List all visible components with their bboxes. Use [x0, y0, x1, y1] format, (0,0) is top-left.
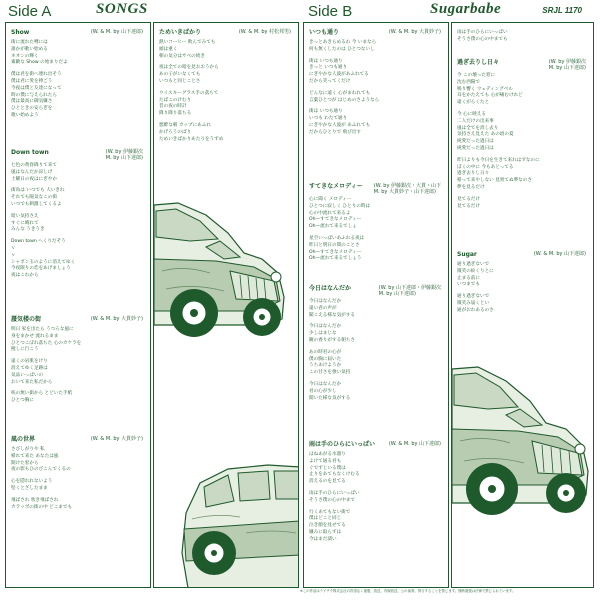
lyric-line: 泣き顔を見せてる — [309, 523, 346, 529]
lyric-line: 聞こえる様な気がする — [309, 312, 355, 318]
song-show — [11, 29, 147, 125]
lyric-stanza — [309, 491, 445, 505]
lyric-line: 誰かが歌い始める — [11, 46, 48, 52]
lyric-line: カラッポの街の中 どこまでも — [11, 504, 73, 510]
lyric-stanza — [309, 236, 445, 263]
song-lyrics — [11, 447, 147, 511]
lyric-line: 気品いっぱいの — [11, 372, 44, 378]
lyric-line: すぐに晴れて — [11, 220, 39, 226]
lyric-line: おいて来た私だから — [11, 379, 53, 385]
credit-line: M. by 山下達郎) — [105, 155, 143, 161]
lyric-line: 開いた様な気がする — [309, 395, 351, 401]
lyric-line: ｖ — [11, 245, 16, 251]
song-title: Sugar — [457, 251, 477, 258]
lyric-stanza — [457, 262, 590, 289]
song-title: Down town — [11, 149, 49, 156]
lyric-line: それでも陽気なこの街 — [11, 195, 57, 201]
lyric-line: 土曜日の夜はにぎやか — [11, 176, 57, 182]
lyric-line: たばこのけむり — [159, 97, 192, 103]
lyric-stanza — [11, 391, 147, 405]
lyric-line: 咲の無い街から とどいた手紙 — [11, 391, 73, 397]
lyric-line: 行くあてもない街で — [309, 509, 351, 515]
lyric-line: 風は全てを消し去り — [457, 125, 499, 131]
lyric-stanza — [11, 447, 147, 474]
lyric-stanza — [11, 40, 147, 67]
song-credit — [549, 59, 586, 71]
side-b-column-1 — [303, 22, 449, 588]
lyric-stanza — [457, 294, 590, 314]
lyric-line: みんな うきうき — [11, 227, 45, 233]
lyric-line: 今日はなんだか — [309, 299, 342, 304]
lyric-line: Oh—流れて来るでしょ — [309, 224, 357, 230]
lyric-line: 素敵な Show の始まりだよ — [11, 60, 68, 66]
song-lyrics — [457, 262, 590, 315]
song-credit — [91, 436, 143, 442]
lyric-stanza — [457, 158, 590, 192]
lyric-line: 心の中流れて来るよ — [309, 210, 351, 216]
lyric-stanza — [11, 479, 147, 493]
lyric-stanza — [309, 91, 445, 105]
lyric-line: ひとつこぼれ落ちた 心のカケラを — [11, 340, 82, 346]
credit-line: (W. by 伊藤銀次 — [105, 149, 143, 155]
lyric-stanza — [309, 324, 445, 344]
lyric-line: Down town へくりだそう — [11, 239, 66, 245]
lyric-line: にぎやかな人波があふれてる — [309, 72, 369, 78]
song-title: 雨は手のひらにいっぱい — [309, 441, 376, 448]
lyric-line: いつも わたて通り — [309, 116, 348, 122]
song-down-town — [11, 149, 147, 285]
lyric-line: だからひとりで 飛び出す — [309, 129, 361, 135]
song-shinkiro-no-machi — [11, 316, 147, 410]
lyric-line: 昨日よりも今日を生きて来れはずなのに — [457, 157, 540, 163]
lyric-line: 帰って来やしない 見果てぬ夢なのさ — [457, 178, 532, 184]
lyric-line: そうさ僕の心の中まで — [309, 497, 355, 503]
lyric-line: 風はなんだか涼しげ — [11, 169, 53, 175]
lyric-line: 夜の影もひのびこんでくるの — [11, 467, 71, 473]
lyric-line: 明日 家を出たら うつろな風に — [11, 327, 74, 332]
lyric-line: 降り降り落ちる — [159, 111, 192, 117]
lyric-stanza — [309, 382, 445, 402]
song-lyrics — [309, 197, 445, 263]
lyric-line: Oh—流れて来るでしょう — [309, 256, 362, 262]
lyric-line: 消えてゆく足跡は — [11, 365, 48, 371]
credit-line: (W. by 伊藤銀次・大貫・山下 — [373, 183, 441, 189]
lyric-stanza — [11, 239, 147, 280]
lyric-line: はねあがる水溜り — [309, 452, 346, 457]
lyric-stanza — [457, 197, 590, 211]
lyric-line: 堅くとざしたまま — [11, 485, 48, 491]
song-sugar — [457, 251, 590, 320]
credit-line: M. by 山下達郎) — [378, 291, 416, 297]
lyric-line: 時の僕に与えられたら — [11, 92, 57, 98]
song-lyrics — [309, 452, 445, 544]
lyric-line: Oh—すてきなメロディー — [309, 249, 362, 255]
lyric-line: 純愛だった過日は — [457, 145, 494, 151]
lyric-line: 見てるだけ — [457, 196, 480, 202]
lyric-line: 星空いっぱいあふれる夜は — [309, 235, 365, 241]
lyric-line: 七色の黄昏降りて来て — [11, 163, 57, 168]
lyric-line: 朝の気分はサベの続き — [159, 53, 205, 59]
lyric-line: 街に流れた噂には — [11, 40, 48, 45]
credit-line: (W. by 伊藤銀次 — [548, 59, 586, 65]
lyric-stanza — [159, 65, 295, 85]
song-credit — [379, 285, 441, 297]
song-credit — [389, 29, 441, 35]
lyric-stanza — [11, 327, 147, 354]
song-lyrics — [159, 40, 295, 143]
song-credit — [534, 251, 586, 257]
lyric-line: 今日はなんだか — [309, 324, 342, 330]
lyric-stanza — [11, 72, 147, 120]
credit-line: (W. & M. by 山下達郎) — [533, 251, 586, 257]
vintage-car-illustration-right — [452, 363, 593, 531]
lyric-line: 通り過ぎないで — [457, 262, 490, 267]
song-credit — [389, 441, 441, 447]
lyric-stanza — [11, 214, 147, 234]
lyric-line: 心に聞く メロディー — [309, 197, 352, 202]
vintage-car-illustration-upper — [154, 201, 298, 343]
lyric-line: 通り過ぎないで — [457, 294, 490, 300]
lyric-line: ひとときの安らぎを — [11, 106, 53, 112]
lyric-line: 君の心が少し — [309, 388, 337, 394]
song-lyrics — [11, 40, 147, 120]
lyric-line: Oh—すてきなメロディー — [309, 217, 362, 223]
lyric-line: 捜しに行こう — [11, 347, 39, 353]
lyric-line: 遠い君の声が — [309, 305, 337, 311]
lyric-line: ためいきばかりあたりをうずめ — [159, 136, 224, 142]
lyric-line: 今夜限りの恋をあげましょう — [11, 266, 71, 272]
song-tameiki-bakari — [159, 29, 295, 148]
song-title: 蜃気楼の街 — [11, 316, 42, 323]
lyric-line: 今日はなんだか — [309, 381, 342, 387]
vintage-car-illustration-lower — [176, 443, 299, 588]
credit-line: M. by 大貫妙子・山下達郎) — [373, 189, 436, 195]
credit-line: (W. & M. by 村松邦男) — [238, 29, 291, 35]
lyric-line: 今夜は僕と友達になって — [11, 85, 62, 91]
lyric-line: きっとあきらめるわ 今 いまなら — [309, 40, 377, 45]
lyric-line: 二人だけの出来事 — [457, 118, 494, 124]
lyric-line: ぼくの中に 今もあとってる — [457, 164, 514, 170]
lyric-line: 街角は いつでも 人いきれ — [11, 188, 65, 194]
lyric-line: 雨は手のひらにいっぱい — [457, 30, 508, 35]
lyric-line: きっと いつも通り — [309, 65, 348, 71]
song-title: いつも通り — [309, 29, 340, 36]
lyric-line: そうさ僕の心の中までも — [457, 36, 508, 42]
lyric-line: 遠くがらくたと — [457, 100, 490, 106]
credit-line: M. by 山下達郎) — [548, 65, 586, 71]
lyric-line: 過ぎ去りし日々 — [457, 171, 490, 177]
song-sugisarishi-hibi — [457, 59, 590, 215]
lyric-line: 今 心に映える — [457, 111, 487, 117]
lyric-line: 身をまかせ 流れるまま — [11, 333, 59, 339]
song-credit — [374, 183, 441, 195]
lyric-line: 嫌みに取らずは — [309, 529, 342, 535]
side-a-label: Side A — [8, 3, 52, 20]
lyric-line: 悪酔な朝 カップにあふれ — [159, 122, 211, 128]
lyric-line: 止りをあてもなくけむる — [309, 472, 360, 478]
lyric-line: 街は いつも通り — [309, 109, 343, 115]
lyric-stanza — [309, 197, 445, 231]
lyric-line: 街は いつも通り — [309, 58, 343, 64]
lyric-line: 鳴り響く ウェディングベル — [457, 86, 513, 92]
song-itsumo-doori — [309, 29, 445, 142]
song-ame-wa-tenohira-ni-ippai — [309, 441, 445, 549]
lyric-line: シャボン玉のように消えてゆく — [11, 259, 76, 265]
song-lyrics — [309, 299, 445, 402]
lyric-stanza — [457, 30, 590, 44]
lyric-line: この甘さを強い気持 — [309, 370, 351, 376]
catalog-number: SRJL 1170 — [542, 6, 582, 15]
side-b-column-2 — [451, 22, 594, 588]
song-title: 風の世界 — [11, 436, 36, 443]
lyric-line: 昔の夜の時計 — [159, 104, 187, 110]
song-title: ためいきばかり — [159, 29, 202, 36]
lyric-line: 歌い始めよう — [11, 112, 39, 118]
side-b-label: Side B — [308, 3, 353, 20]
credit-line: (W. & M. by 大貫妙子) — [90, 436, 143, 442]
song-lyrics — [11, 163, 147, 280]
lyric-line: 心を隠れれないよう — [11, 479, 53, 485]
lyric-line: 何も無くしたのは ひとつないし — [309, 46, 375, 52]
lyric-line: よけて通る君も — [309, 458, 342, 464]
lyric-line: 僕は君を街へ連れ出そう — [11, 72, 62, 78]
lyric-line: 夜は全ての暗を見おおうから — [159, 65, 219, 71]
credit-line: (W. by 山下達郎・伊藤銀次 — [378, 285, 441, 291]
side-a-column-1 — [5, 22, 151, 588]
song-kyou-wa-nandaka — [309, 285, 445, 407]
lyric-line: 今はまだ濡い — [309, 536, 337, 542]
lyric-line: 飛ばされ 吹き飛ばされ — [11, 497, 59, 503]
lyric-stanza — [159, 91, 295, 118]
lyric-line: にぎやかな人波が あふれても — [309, 122, 371, 128]
lyric-line: ｖ — [11, 252, 16, 258]
song-suteki-na-melody — [309, 183, 445, 268]
song-credit — [106, 149, 143, 161]
lyric-line: 雨は手のひらにいっぱい — [309, 490, 360, 496]
lyric-line: だから笑ってくだけ — [309, 78, 351, 84]
lyric-line: 通がおれあるのさ — [457, 307, 494, 313]
lyric-line: 頭は重く — [159, 46, 178, 52]
lyric-stanza — [159, 123, 295, 143]
song-lyrics — [457, 30, 590, 44]
song-title: すてきなメロディー — [309, 183, 363, 190]
lyric-line: 今 この壊った窓に — [457, 73, 496, 78]
song-lyrics — [309, 40, 445, 137]
lyric-line: ひとつ胸に — [11, 398, 34, 404]
lyric-line: 微笑み届くとい — [457, 300, 490, 306]
lyric-stanza — [309, 59, 445, 86]
lyric-line: ウイスキーグラス手の落ちて — [159, 90, 219, 96]
credit-line: (W. & M. by 山下達郎) — [388, 441, 441, 447]
lyric-stanza — [309, 452, 445, 486]
lyric-line: さびしがりや 私 — [11, 447, 45, 452]
lyric-line: あの子がいなくても — [159, 72, 201, 78]
lyric-line: 耳をかたえても 心が痛むけれど — [457, 93, 523, 99]
song-credit — [91, 29, 143, 35]
copyright-footnote: ※この作品はテイチク株式会社の許諾なく複製、放送、有線放送、公の演奏、貸与することを禁じます。無断複製は法律で禁じられています。 — [300, 589, 516, 593]
lyric-line: ひとつに寂しく ひとりの時は — [309, 203, 371, 209]
lyric-line: 言葉ひとつが はじめのさようなら — [309, 97, 380, 103]
song-kaze-no-sekai — [11, 436, 147, 516]
lyric-line: 止まる前に — [457, 275, 480, 281]
song-lyrics — [11, 327, 147, 405]
lyric-line: 夢を見るだけ — [457, 184, 485, 190]
side-a-title: SONGS — [96, 1, 148, 17]
lyric-line: 僕は最高に御気嫌さ — [11, 99, 53, 105]
lyric-stanza — [11, 498, 147, 512]
side-a-column-2 — [153, 22, 299, 588]
lyric-line: 消えるのを見てる — [309, 479, 346, 485]
lyric-stanza — [11, 188, 147, 208]
song-title: Show — [11, 29, 30, 36]
lyric-line: いつまでも — [457, 282, 480, 288]
song-title: 過ぎ去りし日々 — [457, 59, 500, 66]
lyric-line: 夜はこれから — [11, 273, 39, 279]
lyric-line: 帰れて来た あなたは風 — [11, 453, 59, 459]
song-credit — [239, 29, 291, 35]
song-title: 今日はなんだか — [309, 285, 352, 292]
lyric-line: 僕の胸に届いた — [309, 356, 342, 362]
lyric-line: 見てるだけ — [457, 203, 480, 209]
lyric-stanza — [309, 350, 445, 377]
lyric-line: うちあけようか — [309, 363, 342, 369]
lyric-stanza — [457, 73, 590, 107]
lyric-line: 熱いコーヒー 飲んでみても — [159, 40, 216, 45]
lyric-stanza — [309, 510, 445, 544]
lyric-stanza — [309, 40, 445, 54]
lyric-line: ぐでずじいる僕は — [309, 465, 346, 471]
lyric-line: かげろうのばり — [159, 129, 192, 135]
lyric-line: 遠くの岩肌をけり — [11, 359, 48, 365]
lyric-line: いつでも刺激してくるよ — [11, 201, 62, 207]
song-lyrics — [457, 73, 590, 210]
lyric-line: 暗い気持さえ — [11, 213, 39, 219]
lyric-line: 開けた窓から — [11, 460, 39, 466]
lyric-line: 僕は君に愛を捧ごう — [11, 78, 53, 84]
lyric-line: 純愛だった過日は — [457, 139, 494, 145]
lyric-line: 少しはまじな — [309, 331, 337, 337]
lyric-stanza — [309, 109, 445, 136]
lyric-stanza — [11, 359, 147, 386]
lyric-stanza — [159, 40, 295, 60]
lyric-line: 僕はどこと同じ — [309, 516, 342, 522]
credit-line: (W. & M. by 山下達郎) — [90, 29, 143, 35]
side-b-title: Sugarbabe — [430, 1, 502, 17]
lyric-line: 昨日と明日の間のことさ — [309, 242, 360, 248]
lyric-line: あの時君の心が — [309, 349, 342, 355]
lyric-line: 沈む西陽で — [457, 79, 480, 85]
lyric-line: 気持さえ見えた あの頃の夏 — [457, 132, 514, 138]
lyric-line: 微笑の絵くりとに — [457, 268, 494, 274]
song-credit — [91, 316, 143, 322]
song-ame-continued — [457, 27, 590, 49]
lyric-stanza — [457, 112, 590, 153]
lyric-line: いつもと同じことさ — [159, 78, 201, 84]
lyric-stanza — [11, 163, 147, 183]
lyric-line: 観の香りがする朝ちさ — [309, 337, 355, 343]
credit-line: (W. & M. by 大貫妙子) — [388, 29, 441, 35]
credit-line: (W. & M. by 大貫妙子) — [90, 316, 143, 322]
lyric-line: ネオンの輝く — [11, 53, 39, 59]
lyric-line: どんなに遠く 心がまわれても — [309, 90, 371, 96]
lyric-stanza — [309, 299, 445, 319]
